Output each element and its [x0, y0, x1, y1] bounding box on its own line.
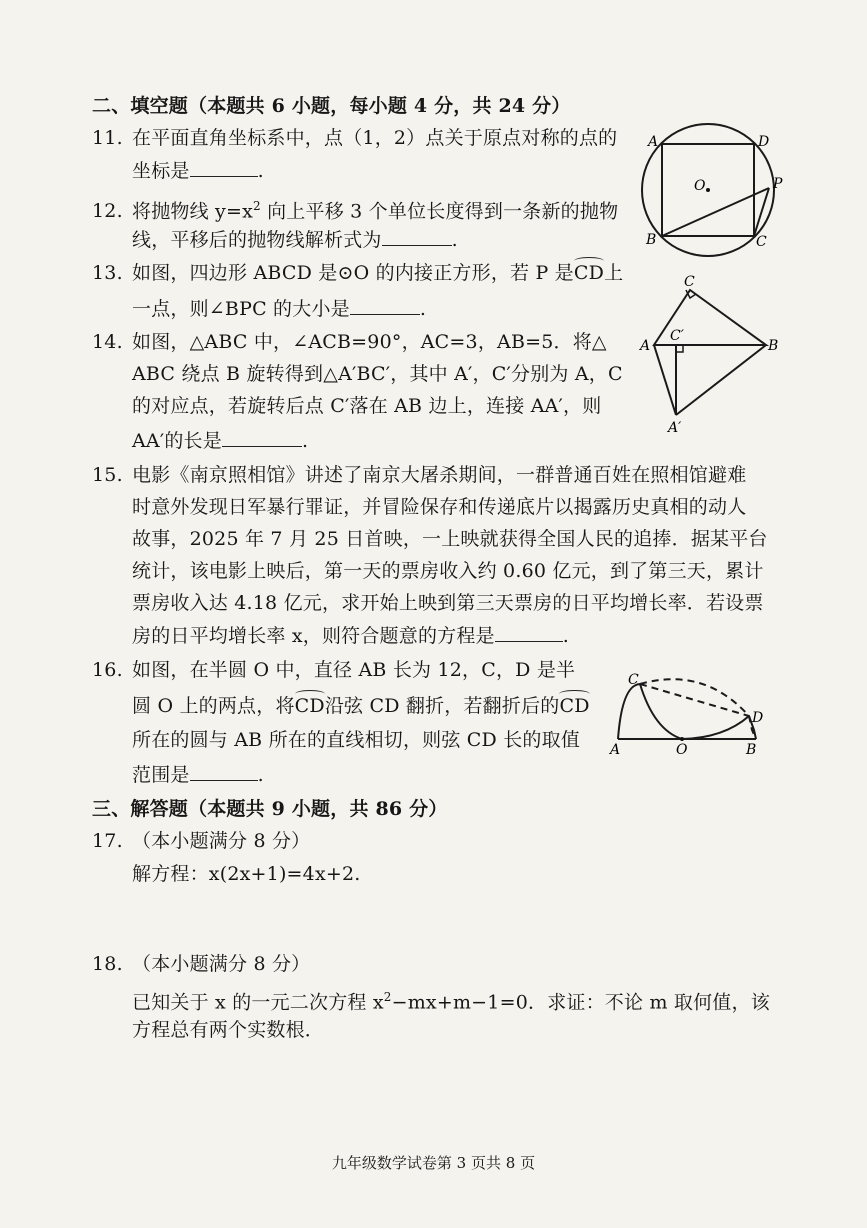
page-footer: 九年级数学试卷第 3 页共 8 页: [331, 1154, 536, 1172]
q14-number: 14.: [92, 331, 123, 353]
q15-text1: 电影《南京照相馆》讲述了南京大屠杀期间，一群普通百姓在照相馆避难: [132, 464, 747, 486]
q13-number: 13.: [92, 262, 123, 284]
q11-period: .: [257, 160, 264, 182]
q14-line1: [92, 330, 607, 354]
label-d: D: [758, 134, 770, 150]
q11-number: 11.: [92, 127, 123, 149]
q16-answer-blank[interactable]: [190, 762, 258, 781]
q15-line5: 票房收入达 4.18 亿元，求开始上映到第三天票房的日平均增长率．若设票: [132, 592, 764, 614]
q14-text4: AA′的长是: [132, 430, 222, 452]
q12-text2: 线，平移后的抛物线解析式为: [132, 229, 382, 251]
q13-line2: [132, 296, 426, 321]
q12-line1: [92, 194, 618, 223]
q16-line1: [92, 658, 575, 682]
q18-exponent: 2: [383, 990, 392, 1004]
q18-line2: 方程总有两个实数根．: [132, 1019, 325, 1041]
label-b: B: [768, 338, 779, 354]
q16-text2b: 沿弦 CD 翻折，若翻折后的: [324, 695, 560, 717]
section3-heading: 三、解答题（本题共 9 小题，共 86 分）: [92, 798, 448, 820]
q16-line2: [132, 694, 590, 718]
figure-circle-square: [636, 118, 786, 268]
label-a: A: [610, 742, 621, 756]
q11-text: 在平面直角坐标系中，点（1，2）点关于原点对称的点的: [132, 127, 618, 149]
q18-title-line: [92, 952, 310, 976]
q15-line6: [132, 623, 569, 648]
q18-title: （本小题满分 8 分）: [132, 953, 311, 975]
q12-period: .: [451, 229, 458, 251]
label-d: D: [752, 710, 764, 726]
center-o-dot: [680, 737, 684, 741]
q15-answer-blank[interactable]: [495, 623, 563, 642]
figure-semicircle: [604, 660, 774, 756]
q12-line2: [132, 227, 458, 252]
label-a-prime: A′: [668, 420, 682, 436]
q13-line1: [92, 261, 623, 285]
label-c: C: [684, 274, 695, 290]
label-p: P: [773, 176, 783, 192]
q17-number: 17.: [92, 830, 123, 852]
center-dot: [706, 188, 710, 192]
q11-answer-blank[interactable]: [190, 158, 258, 177]
q16-arc-cd-1: CD: [294, 695, 325, 717]
q11-line2: [132, 158, 264, 183]
label-c: C: [756, 234, 767, 250]
label-b: B: [646, 232, 657, 248]
label-o: O: [676, 742, 688, 756]
q13-answer-blank[interactable]: [350, 296, 420, 315]
figure-triangle: [636, 270, 786, 438]
q11-text2: 坐标是: [132, 160, 190, 182]
q16-text1: 如图，在半圆 O 中，直径 AB 长为 12，C，D 是半: [132, 659, 576, 681]
q14-text1: 如图，△ABC 中，∠ACB=90°，AC=3，AB=5．将△: [132, 331, 607, 353]
q13-period: .: [419, 298, 427, 320]
q18-number: 18.: [92, 953, 123, 975]
q18-text1a: 已知关于 x 的一元二次方程 x: [132, 991, 384, 1014]
q14-line2: ABC 绕点 B 旋转得到△A′BC′，其中 A′，C′分别为 A，C: [132, 363, 623, 385]
q16-period: .: [257, 764, 264, 786]
q13-text-a: 如图，四边形 ABCD 是⊙O 的内接正方形，若 P 是: [132, 262, 574, 284]
q16-text4: 范围是: [132, 764, 190, 786]
q15-line4: 统计，该电影上映后，第一天的票房收入约 0.60 亿元，到了第三天，累计: [132, 560, 764, 582]
q11-line1: [92, 126, 617, 150]
q13-arc-cd: CD: [573, 262, 605, 284]
q15-line1: [92, 463, 746, 487]
right-angle-c-prime: [676, 345, 683, 352]
q12-answer-blank[interactable]: [382, 227, 452, 246]
q15-period: .: [562, 625, 570, 647]
q18-text1b: −mx+m−1=0．求证：不论 m 取何值，该: [391, 991, 770, 1014]
q13-text2: 一点，则∠BPC 的大小是: [132, 298, 350, 320]
q12-text-b: 向上平移 3 个单位长度得到一条新的抛物: [260, 200, 619, 223]
arc-ac: [618, 684, 640, 739]
q14-line3: 的对应点，若旋转后点 C′落在 AB 边上，连接 AA′，则: [132, 395, 602, 417]
q16-arc-cd-2: CD: [559, 695, 590, 717]
q17-title-line: [92, 829, 310, 853]
q16-number: 16.: [92, 659, 123, 681]
label-b: B: [746, 742, 757, 756]
label-o: O: [694, 178, 706, 194]
segment-a-prime-b: [676, 345, 766, 415]
label-c: C: [628, 672, 639, 688]
q12-text-a: 将抛物线 y=x: [132, 200, 254, 223]
q15-number: 15.: [92, 464, 123, 486]
label-a: A: [640, 338, 651, 354]
q14-period: .: [301, 430, 309, 452]
segment-bp: [662, 188, 769, 236]
label-c-prime: C′: [670, 328, 684, 344]
q17-body: 解方程：x(2x+1)=4x+2.: [132, 863, 361, 885]
label-a: A: [648, 134, 659, 150]
q15-line3: 故事，2025 年 7 月 25 日首映，一上映就获得全国人民的追捧．据某平台: [132, 528, 768, 550]
q12-number: 12.: [92, 200, 123, 223]
q14-answer-blank[interactable]: [222, 428, 302, 447]
q12-exponent: 2: [253, 199, 261, 213]
section2-heading: 二、填空题（本题共 6 小题，每小题 4 分，共 24 分）: [92, 95, 571, 117]
q14-line4: [132, 428, 308, 453]
q15-line2: 时意外发现日军暴行罪证，并冒险保存和传递底片以揭露历史真相的动人: [132, 496, 747, 518]
q18-line1: [132, 985, 770, 1014]
q17-title: （本小题满分 8 分）: [132, 830, 311, 852]
q13-text-b: 上: [604, 262, 624, 284]
segment-aa-prime: [654, 345, 676, 415]
q15-text6: 房的日平均增长率 x，则符合题意的方程是: [132, 625, 495, 647]
q16-line4: [132, 762, 264, 787]
q16-text2a: 圆 O 上的两点，将: [132, 695, 295, 717]
q16-line3: 所在的圆与 AB 所在的直线相切，则弦 CD 长的取值: [132, 729, 581, 751]
